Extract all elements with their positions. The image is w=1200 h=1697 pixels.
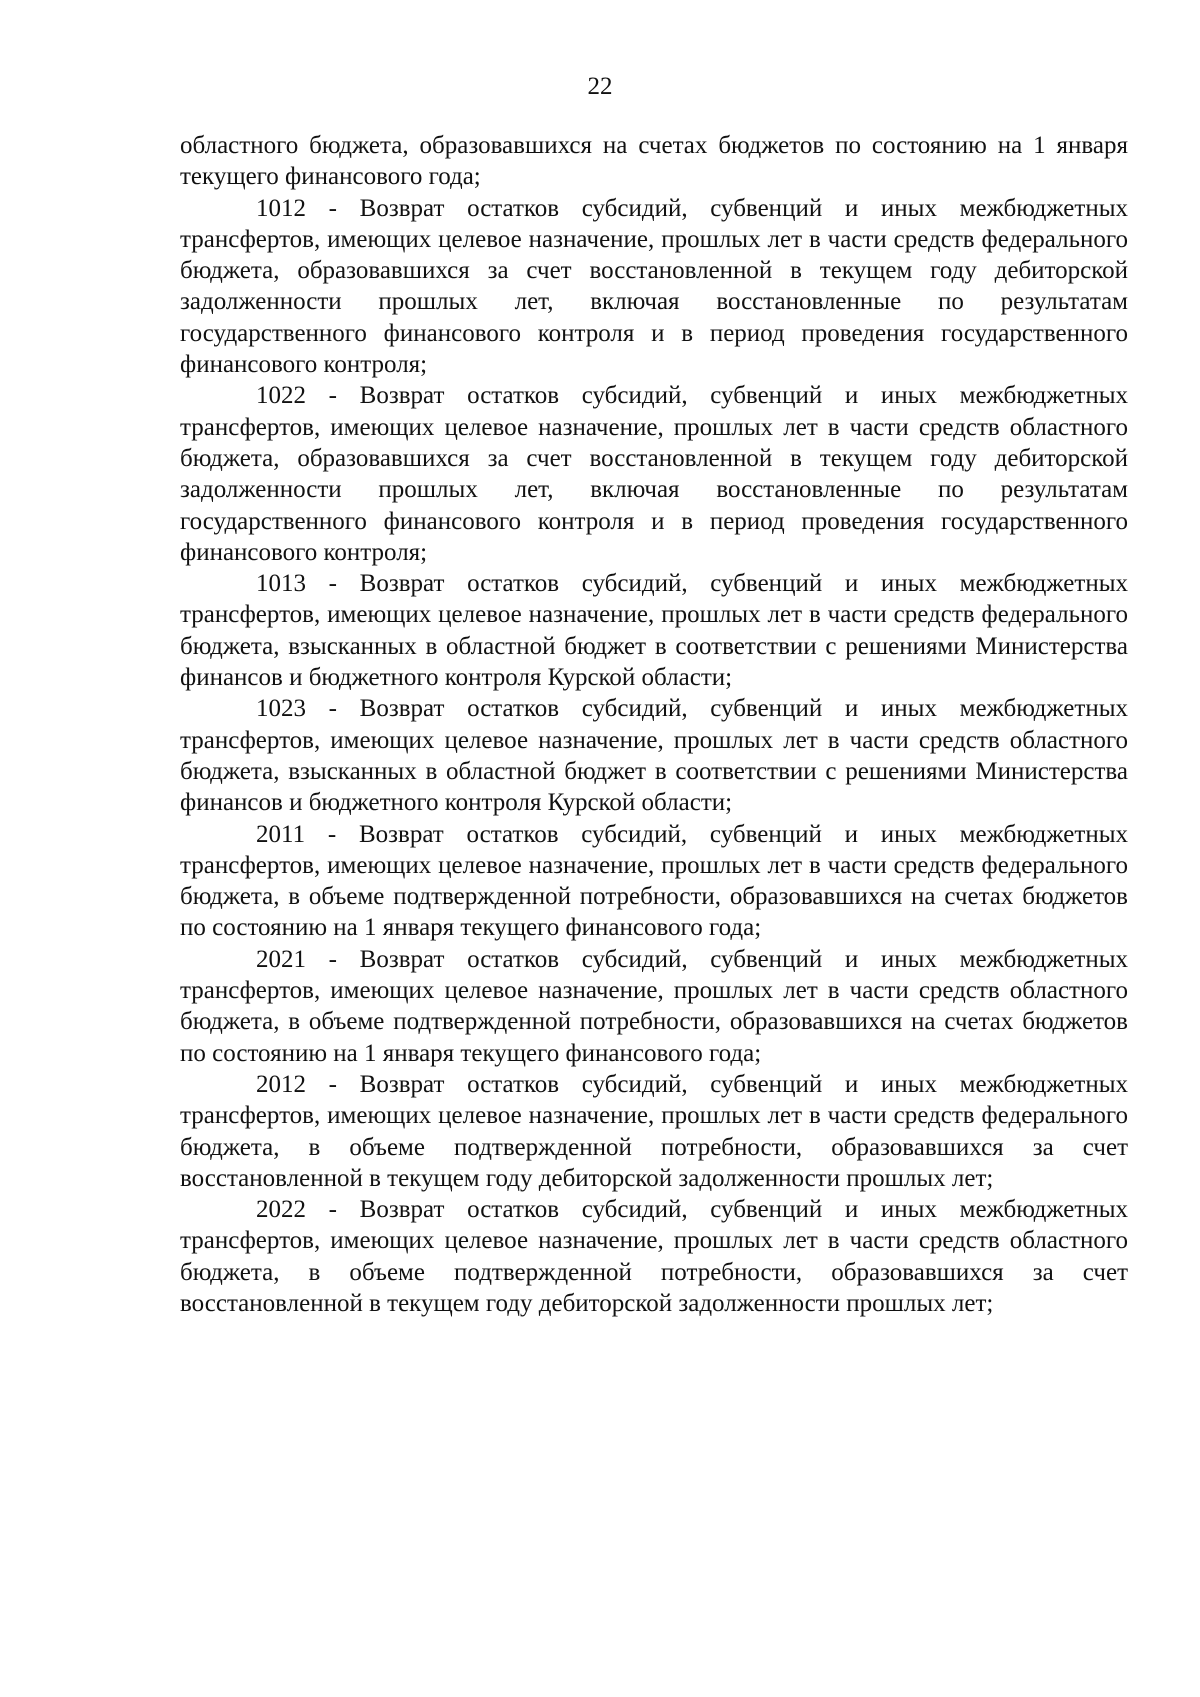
code-separator: - (306, 1196, 360, 1224)
paragraph-text: Возврат остатков субсидий, субвенций и иных межбюджетных трансфертов, имеющих целевое назначение, прошлых лет в части средств областного бюджета, в объеме подтвержденной потребности, образовавшихся на счетах бюджетов по состоянию на 1 января текущего финансового года; (180, 945, 1128, 1067)
code-separator: - (306, 194, 360, 222)
paragraph-code: 1013 (256, 570, 306, 598)
code-separator: - (306, 570, 360, 598)
paragraph-text: Возврат остатков субсидий, субвенций и иных межбюджетных трансфертов, имеющих целевое назначение, прошлых лет в части средств областного бюджета, взысканных в областной бюджет в соответствии с решениями Министерства финансов и бюджетного контроля Курской области; (180, 695, 1128, 817)
paragraph-1012 (180, 193, 1128, 381)
paragraph-1023 (180, 693, 1128, 818)
code-separator: - (306, 382, 360, 410)
paragraph-2021 (180, 944, 1128, 1069)
paragraph-text: областного бюджета, образовавшихся на счетах бюджетов по состоянию на 1 января текущего финансового года; (180, 132, 1128, 191)
paragraph-code: 1012 (256, 194, 306, 222)
paragraph-code: 2022 (256, 1196, 306, 1224)
paragraph-continuation (180, 130, 1128, 193)
paragraph-text: Возврат остатков субсидий, субвенций и иных межбюджетных трансфертов, имеющих целевое назначение, прошлых лет в части средств областного бюджета, образовавшихся за счет восстановленной в текущем году дебиторской задолженности прошлых лет, включая восстановленные по результатам государственного финансового контроля и в период проведения государственного финансового контроля; (180, 382, 1128, 566)
paragraph-code: 2021 (256, 945, 306, 973)
code-separator: - (305, 820, 359, 848)
paragraph-code: 1022 (256, 382, 306, 410)
paragraph-code: 1023 (256, 695, 306, 723)
code-separator: - (306, 695, 360, 723)
paragraph-text: Возврат остатков субсидий, субвенций и иных межбюджетных трансфертов, имеющих целевое назначение, прошлых лет в части средств областного бюджета, в объеме подтвержденной потребности, образовавшихся за счет восстановленной в текущем году дебиторской задолженности прошлых лет; (180, 1196, 1128, 1317)
paragraph-2022 (180, 1194, 1128, 1319)
paragraph-text: Возврат остатков субсидий, субвенций и иных межбюджетных трансфертов, имеющих целевое назначение, прошлых лет в части средств федерального бюджета, взысканных в областной бюджет в соответствии с решениями Министерства финансов и бюджетного контроля Курской области; (180, 570, 1128, 692)
paragraph-2011 (180, 819, 1128, 944)
paragraph-text: Возврат остатков субсидий, субвенций и иных межбюджетных трансфертов, имеющих целевое назначение, прошлых лет в части средств федерального бюджета, образовавшихся за счет восстановленной в текущем году дебиторской задолженности прошлых лет, включая восстановленные по результатам государственного финансового контроля и в период проведения государственного финансового контроля; (180, 194, 1128, 379)
paragraph-code: 2011 (256, 820, 306, 848)
document-body (180, 130, 1128, 1319)
paragraph-text: Возврат остатков субсидий, субвенций и иных межбюджетных трансфертов, имеющих целевое назначение, прошлых лет в части средств федерального бюджета, в объеме подтвержденной потребности, образовавшихся за счет восстановленной в текущем году дебиторской задолженности прошлых лет; (180, 1070, 1128, 1192)
paragraph-text: Возврат остатков субсидий, субвенций и иных межбюджетных трансфертов, имеющих целевое назначение, прошлых лет в части средств федерального бюджета, в объеме подтвержденной потребности, образовавшихся на счетах бюджетов по состоянию на 1 января текущего финансового года; (180, 820, 1128, 942)
paragraph-2012 (180, 1069, 1128, 1194)
paragraph-1022 (180, 380, 1128, 568)
paragraph-code: 2012 (256, 1070, 306, 1098)
code-separator: - (306, 1070, 360, 1098)
code-separator: - (306, 945, 360, 973)
page-number: 22 (587, 73, 613, 100)
paragraph-1013 (180, 568, 1128, 693)
